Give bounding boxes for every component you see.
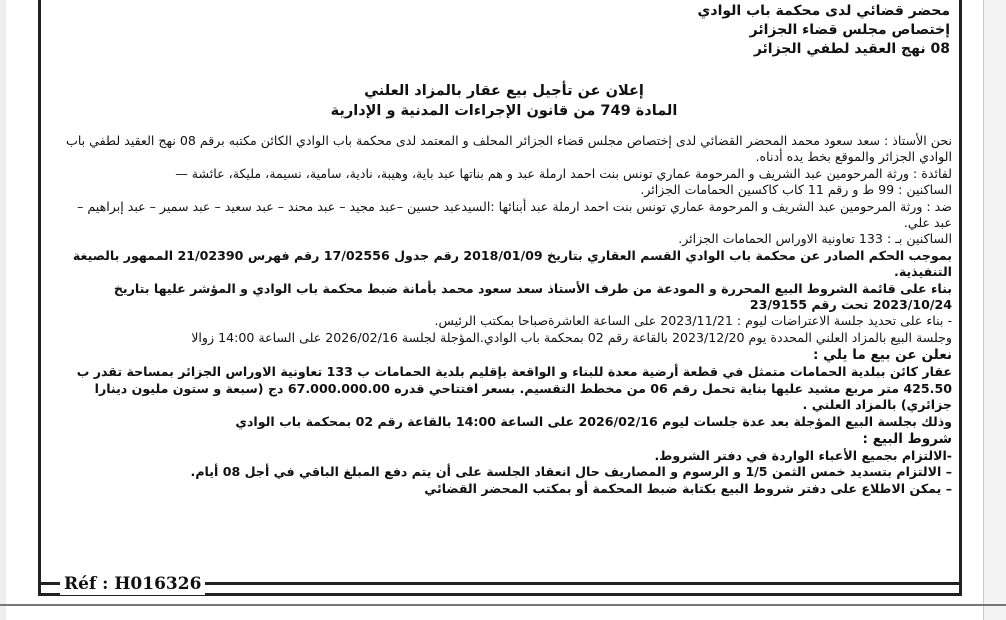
notice-title [52,81,956,121]
bailiff-header [52,2,956,59]
reference-number: Réf : H016326 [60,573,205,595]
judgment-paragraph: بموجب الحكم الصادر عن محكمة باب الوادي القسم العقاري بتاريخ 2018/01/09 رقم جدول 17/02556 رقم فهرس 21/02390 الممهور بالصيغة التنفيذية. [72,247,952,280]
term-item-3: – يمكن الاطلاع على دفتر شروط البيع بكتابة ضبط المحكمة أو بمكتب المحضر القضائي [424,480,952,496]
conditions-list-paragraph: بناء على قائمة الشروط البيع المحررة و المودعة من طرف الأستاذ سعد سعود محمد بأمانة ضبط محكمة باب الوادي و المؤشر عليها بتاريخ 2023/10/24 تحت رقم 23/9155 [113,280,952,313]
bottom-divider [0,604,1006,606]
legal-notice [52,2,956,497]
term-item-1: -الالتزام بجميع الأعباء الواردة في دفتر الشروط. [654,447,952,463]
header-line-address: 08 نهج العقيد لطفي الجزائر [753,41,950,57]
title-main: إعلان عن تأجيل بيع عقار بالمزاد العلني [364,83,644,99]
beneficiary-address: الساكنين : 99 ط و رقم 11 كاب كاكسين الحمامات الجزائر. [640,182,952,198]
property-paragraph: عقار كائن ببلدية الحمامات متمثل في قطعة أرضية معدة للبناء و الواقعة بإقليم بلدية الحمامات ب 133 تعاونية الاوراس الجزائر بمساحة تقدر ب 425.50 متر مربع مشيد عليها بناية تحمل رقم 06 من مخطط التقسيم. بسعر افتتاحي قدره 67.000.000.00 دج (سبعة و ستون مليون دينارا جزائري) بالمزاد العلني . [76,364,952,413]
term-item-2: – الالتزام بتسديد خمس الثمن 1/5 و الرسوم و المصاريف حال انعقاد الجلسة على أن يتم دفع المبلغ الباقي في أجل 08 أيام. [190,464,952,480]
reference-rule-right [202,582,960,585]
session-info-paragraph: وذلك بجلسة البيع المؤجلة بعد عدة جلسات ليوم 2026/02/16 على الساعة 14:00 بالقاعة رقم 02 بمحكمة باب الوادي [235,413,952,429]
terms-heading: شروط البيع : [862,430,952,447]
title-article: المادة 749 من قانون الإجراءات المدنية و الإدارية [330,103,678,119]
against-address: الساكنين بـ : 133 تعاونية الاوراس الحمامات الجزائر. [678,231,952,247]
page-edge-left [0,0,6,620]
header-line-jurisdiction: إختصاص مجلس قضاء الجزائر [749,22,950,38]
announce-heading: نعلن عن بيع ما يلي : [812,347,952,364]
against-paragraph: ضد : ورثة المرحومين عبد الشريف و المرحومة عماري تونس بنت احمد ارملة عبد أبنائها :السيدعبد حسين –عبد مجيد – عبد محند – عبد سعيد – عبد سمير – عبد إبراهيم – عبد علي. [77,198,952,231]
page-edge-right [983,0,1006,620]
beneficiary-paragraph: لفائدة : ورثة المرحومين عبد الشريف و المرحومة عماري تونس بنت احمد ارملة عبد و هم بناتها عبد باية، وهيبة، نادية، سامية، نسيمة، مليكة، عائشة — [175,165,952,181]
objections-paragraph: - بناء على تحديد جلسة الاعتراضات ليوم : 2023/11/21 على الساعة العاشرةصباحا بمكتب الرئيس. [434,313,952,329]
header-line-office: محضر قضائي لدى محكمة باب الوادي [697,3,950,19]
notice-body [52,133,956,497]
reference-rule-left [41,582,61,585]
sale-session-paragraph: وجلسة البيع بالمزاد العلني المحددة يوم 2023/12/20 بالقاعة رقم 02 بمحكمة باب الوادي.المؤجلة لجلسة 2026/02/16 على الساعة 14:00 زوالا [191,329,952,345]
intro-paragraph: نحن الأستاذ : سعد سعود محمد المحضر القضائي لدى إختصاص مجلس قضاء الجزائر المحلف و المعتمد لدى محكمة باب الوادي الكائن مكتبه برقم 08 نهج العقيد لطفي باب الوادي الجزائر والموقع بخط يده أدناه. [65,133,952,165]
